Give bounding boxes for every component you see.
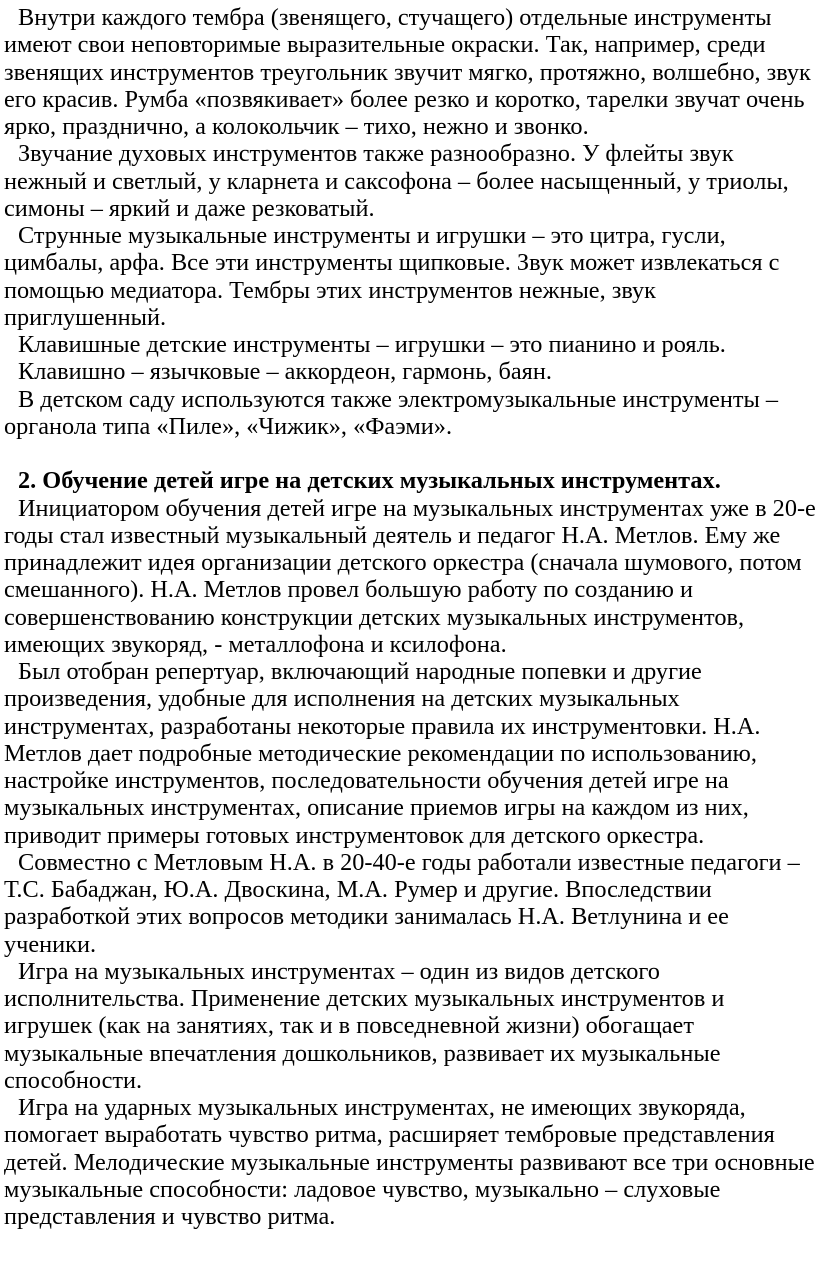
blank-line (4, 440, 816, 467)
paragraph-metlov-initiator: Инициатором обучения детей игре на музыкальных инструментах уже в 20-е годы стал известный музыкальный деятель и педагог Н.А. Метлов. Ему же принадлежит идея организации детского оркестра (сначала шумового, потом смешанного). Н.А. Метлов провел большую работу по созданию и совершенствованию конструкции детских музыкальных инструментов, имеющих звукоряд, - металлофона и ксилофона. (4, 494, 816, 658)
section-heading: 2. Обучение детей игре на детских музыкальных инструментах. (18, 467, 721, 495)
paragraph-wind-instruments: Звучание духовых инструментов также разнообразно. У флейты звук нежный и светлый, у кларнета и саксофона – более насыщенный, у триолы, симоны – яркий и даже резковатый. (4, 140, 789, 222)
paragraph-timbre-percussion: Внутри каждого тембра (звенящего, стучащего) отдельные инструменты имеют свои неповторимые выразительные окраски. Так, например, среди звенящих инструментов треугольник звучит мягко, протяжно, волшебно, звук его красив. Румба «позвякивает» более резко и коротко, тарелки звучат очень ярко, празднично, а колокольчик – тихо, нежно и звонко. (4, 4, 811, 140)
paragraph-string-instruments: Струнные музыкальные инструменты и игрушки – это цитра, гусли, цимбалы, арфа. Все эти инструменты щипковые. Звук может извлекаться с помощью медиатора. Тембры этих инструментов нежные, звук приглушенный. (4, 222, 780, 331)
paragraph-repertoire: Был отобран репертуар, включающий народные попевки и другие произведения, удобные для исполнения на детских музыкальных инструментах, разработаны некоторые правила их инструментовки. Н.А. Метлов дает подробные методические рекомендации по использованию, настройке инструментов, последовательности обучения детей игре на музыкальных инструментах, описание приемов игры на каждом из них, приводит примеры готовых инструментовок для детского оркестра. (4, 658, 761, 849)
paragraph-electronic-instruments: В детском саду используются также электромузыкальные инструменты – органола типа «Пиле», «Чижик», «Фаэми». (4, 385, 779, 440)
paragraph-percussion-melodic: Игра на ударных музыкальных инструментах, не имеющих звукоряда, помогает выработать чувство ритма, расширяет тембровые представления детей. Мелодические музыкальные инструменты развивают все три основные музыкальные способности: ладовое чувство, музыкально – слуховые представления и чувство ритма. (4, 1094, 815, 1230)
paragraph-reed-keyboard-instruments: Клавишно – язычковые – аккордеон, гармонь, баян. (18, 358, 552, 386)
paragraph-colleagues: Совместно с Метловым Н.А. в 20-40-е годы работали известные педагоги – Т.С. Бабаджан, Ю.А. Двоскина, М.А. Румер и другие. Впоследствии разработкой этих вопросов методики занималась Н.А. Ветлунина и ее ученики. (4, 848, 800, 958)
paragraph-performance: Игра на музыкальных инструментах – один из видов детского исполнительства. Применение детских музыкальных инструментов и игрушек (как на занятиях, так и в повседневной жизни) обогащает музыкальные впечатления дошкольников, развивает их музыкальные способности. (4, 957, 725, 1094)
paragraph-keyboard-instruments: Клавишные детские инструменты – игрушки – это пианино и рояль. (18, 331, 726, 358)
